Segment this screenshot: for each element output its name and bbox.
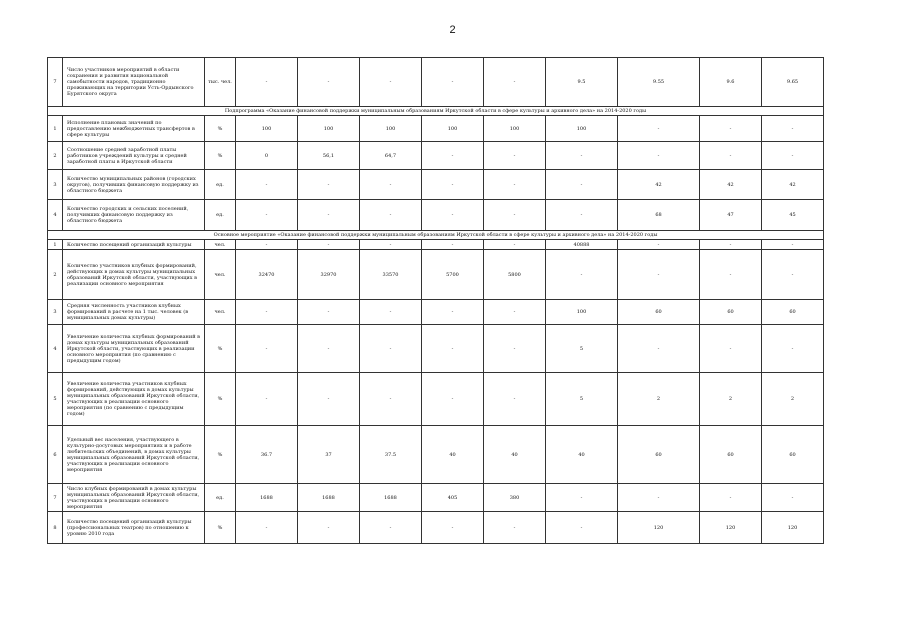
row-number: 6 — [48, 426, 63, 484]
value-cell: 68 — [618, 200, 700, 231]
unit: чел. — [205, 250, 236, 300]
value-cell: - — [236, 300, 298, 325]
indicator-name: Количество посещений организаций культуры (профессиональных театров) по отношению к уровню 2010 года — [63, 512, 205, 544]
value-cell: 60 — [700, 426, 762, 484]
value-cell: - — [360, 512, 422, 544]
value-cell: 9.6 — [700, 58, 762, 107]
row-number: 5 — [48, 373, 63, 426]
value-cell: 0 — [236, 142, 298, 170]
unit: % — [205, 116, 236, 142]
value-cell: 120 — [762, 512, 824, 544]
indicator-name: Исполнение плановых значений по предоставлению межбюджетных трансфертов в сфере культуры — [63, 116, 205, 142]
value-cell: 100 — [298, 116, 360, 142]
table-row — [48, 250, 824, 300]
value-cell: - — [422, 240, 484, 250]
value-cell: - — [762, 240, 824, 250]
row-number: 1 — [48, 240, 63, 250]
section-header-row — [48, 107, 824, 116]
value-cell: 380 — [484, 484, 546, 512]
indicator-name: Число участников мероприятий в области сохранения и развития национальной самобытности народов, традиционно проживающих на территории Усть-Ордынского Бурятского округа — [63, 58, 205, 107]
value-cell: - — [422, 58, 484, 107]
value-cell: - — [360, 58, 422, 107]
value-cell: 5 — [546, 373, 618, 426]
row-number: 2 — [48, 142, 63, 170]
value-cell: 32970 — [298, 250, 360, 300]
value-cell: 100 — [360, 116, 422, 142]
value-cell: 2 — [618, 373, 700, 426]
table-row — [48, 240, 824, 250]
value-cell: 2 — [700, 373, 762, 426]
unit: ед. — [205, 170, 236, 200]
value-cell: - — [236, 170, 298, 200]
indicator-name: Число клубных формирований в домах культуры муниципальных образований Иркутской области, участвующих в реализации основного мероприятия — [63, 484, 205, 512]
value-cell: - — [762, 250, 824, 300]
value-cell: - — [236, 200, 298, 231]
value-cell: - — [618, 142, 700, 170]
value-cell: - — [762, 484, 824, 512]
value-cell: 9.5 — [546, 58, 618, 107]
row-number: 4 — [48, 200, 63, 231]
value-cell: 60 — [618, 426, 700, 484]
value-cell: - — [422, 373, 484, 426]
value-cell: 100 — [546, 116, 618, 142]
value-cell: 60 — [618, 300, 700, 325]
value-cell: - — [422, 300, 484, 325]
unit: % — [205, 325, 236, 373]
row-number: 3 — [48, 170, 63, 200]
value-cell: - — [618, 250, 700, 300]
value-cell: 1688 — [236, 484, 298, 512]
table-row — [48, 373, 824, 426]
value-cell: - — [422, 325, 484, 373]
value-cell: - — [700, 116, 762, 142]
value-cell: - — [484, 58, 546, 107]
table-row — [48, 512, 824, 544]
value-cell: - — [298, 200, 360, 231]
section-header-row — [48, 231, 824, 240]
value-cell: - — [298, 240, 360, 250]
value-cell: 5700 — [422, 250, 484, 300]
table-row — [48, 142, 824, 170]
value-cell: - — [422, 512, 484, 544]
unit: ед. — [205, 484, 236, 512]
value-cell: 100 — [236, 116, 298, 142]
value-cell: - — [546, 484, 618, 512]
value-cell: 40888 — [546, 240, 618, 250]
unit: чел. — [205, 300, 236, 325]
value-cell: - — [700, 142, 762, 170]
value-cell: - — [298, 300, 360, 325]
value-cell: - — [360, 200, 422, 231]
indicator-name: Количество городских и сельских поселений, получивших финансовую поддержку из областного бюджета — [63, 200, 205, 231]
value-cell: - — [546, 170, 618, 200]
value-cell: - — [546, 200, 618, 231]
value-cell: - — [422, 170, 484, 200]
value-cell: - — [546, 512, 618, 544]
unit: ед. — [205, 200, 236, 231]
value-cell: - — [236, 373, 298, 426]
value-cell: 9.55 — [618, 58, 700, 107]
value-cell: - — [298, 512, 360, 544]
value-cell: - — [762, 325, 824, 373]
value-cell: - — [484, 142, 546, 170]
unit: % — [205, 512, 236, 544]
value-cell: 42 — [618, 170, 700, 200]
value-cell: 40 — [422, 426, 484, 484]
value-cell: - — [360, 373, 422, 426]
value-cell: 100 — [484, 116, 546, 142]
value-cell: - — [484, 512, 546, 544]
value-cell: 120 — [700, 512, 762, 544]
value-cell: 36.7 — [236, 426, 298, 484]
value-cell: 64,7 — [360, 142, 422, 170]
unit: % — [205, 142, 236, 170]
row-number: 2 — [48, 250, 63, 300]
value-cell: - — [618, 325, 700, 373]
indicator-name: Количество муниципальных районов (городских округов), получивших финансовую поддержку из областного бюджета — [63, 170, 205, 200]
table-row — [48, 200, 824, 231]
table-row — [48, 170, 824, 200]
row-number: 7 — [48, 484, 63, 512]
unit: чел. — [205, 240, 236, 250]
table-row — [48, 58, 824, 107]
value-cell: - — [700, 484, 762, 512]
value-cell: 40 — [484, 426, 546, 484]
value-cell: 5 — [546, 325, 618, 373]
indicator-name: Соотношение средней заработной платы работников учреждений культуры и средней заработной платы в Иркутской области — [63, 142, 205, 170]
indicator-name: Количество участников клубных формирований, действующих в домах культуры муниципальных образований Иркутской области, участвующих в реализации основного мероприятия — [63, 250, 205, 300]
row-number: 4 — [48, 325, 63, 373]
value-cell: 120 — [618, 512, 700, 544]
value-cell: 100 — [422, 116, 484, 142]
value-cell: 37.5 — [360, 426, 422, 484]
section-title: Основное мероприятие «Оказание финансовой поддержки муниципальным образованиям Иркутской области в сфере культуры и архивного дела» на 2014-2020 годы — [48, 231, 824, 240]
value-cell: 32470 — [236, 250, 298, 300]
value-cell: 47 — [700, 200, 762, 231]
value-cell: 5800 — [484, 250, 546, 300]
value-cell: - — [360, 240, 422, 250]
value-cell: - — [236, 512, 298, 544]
value-cell: 60 — [700, 300, 762, 325]
value-cell: 45 — [762, 200, 824, 231]
value-cell: 9.65 — [762, 58, 824, 107]
value-cell: - — [484, 300, 546, 325]
value-cell: - — [700, 250, 762, 300]
value-cell: 100 — [546, 300, 618, 325]
value-cell: - — [484, 200, 546, 231]
value-cell: 1688 — [298, 484, 360, 512]
unit: тыс. чел. — [205, 58, 236, 107]
value-cell: - — [762, 142, 824, 170]
value-cell: 40 — [546, 426, 618, 484]
value-cell: - — [618, 240, 700, 250]
value-cell: 33570 — [360, 250, 422, 300]
value-cell: 1688 — [360, 484, 422, 512]
value-cell: - — [546, 250, 618, 300]
value-cell: - — [484, 325, 546, 373]
value-cell: 42 — [762, 170, 824, 200]
value-cell: 2 — [762, 373, 824, 426]
value-cell: - — [618, 484, 700, 512]
value-cell: - — [700, 240, 762, 250]
value-cell: 56,1 — [298, 142, 360, 170]
unit: % — [205, 426, 236, 484]
value-cell: - — [360, 170, 422, 200]
page-number: 2 — [449, 24, 456, 36]
row-number: 7 — [48, 58, 63, 107]
row-number: 3 — [48, 300, 63, 325]
table-row — [48, 300, 824, 325]
row-number: 1 — [48, 116, 63, 142]
value-cell: - — [298, 58, 360, 107]
value-cell: - — [700, 325, 762, 373]
section-title: Подпрограмма «Оказание финансовой поддержки муниципальным образованиям Иркутской области в сфере культуры и архивного дела» на 2014-2020 годы — [48, 107, 824, 116]
indicator-name: Удельный вес населения, участвующего в культурно-досуговых мероприятиях и в работе любительских объединений, в домах культуры муниципальных образований Иркутской области, участвующих в реализации основного мероприятия — [63, 426, 205, 484]
value-cell: - — [298, 373, 360, 426]
value-cell: - — [298, 170, 360, 200]
table-row — [48, 325, 824, 373]
indicator-name: Увеличение количества участников клубных формирований, действующих в домах культуры муниципальных образований Иркутской области, участвующих в реализации основного мероприятия (по сравнению с предыдущим годом) — [63, 373, 205, 426]
table-row — [48, 484, 824, 512]
value-cell: - — [762, 116, 824, 142]
indicator-name: Увеличение количества клубных формирований в домах культуры муниципальных образований Иркутской области, участвующих в реализации основного мероприятия (по сравнению с предыдущим годом) — [63, 325, 205, 373]
value-cell: - — [236, 325, 298, 373]
value-cell: - — [484, 240, 546, 250]
value-cell: - — [298, 325, 360, 373]
value-cell: 37 — [298, 426, 360, 484]
value-cell: - — [236, 58, 298, 107]
value-cell: 60 — [762, 426, 824, 484]
indicator-name: Средняя численность участников клубных формирований в расчете на 1 тыс. человек (в муниципальных домах культуры) — [63, 300, 205, 325]
indicator-name: Количество посещений организаций культуры — [63, 240, 205, 250]
value-cell: - — [422, 142, 484, 170]
value-cell: 42 — [700, 170, 762, 200]
value-cell: - — [618, 116, 700, 142]
value-cell: - — [422, 200, 484, 231]
value-cell: - — [236, 240, 298, 250]
table-row — [48, 426, 824, 484]
value-cell: - — [360, 300, 422, 325]
table-row — [48, 116, 824, 142]
indicator-table — [47, 57, 824, 544]
value-cell: 405 — [422, 484, 484, 512]
value-cell: 60 — [762, 300, 824, 325]
value-cell: - — [546, 142, 618, 170]
unit: % — [205, 373, 236, 426]
value-cell: - — [484, 373, 546, 426]
value-cell: - — [360, 325, 422, 373]
row-number: 8 — [48, 512, 63, 544]
value-cell: - — [484, 170, 546, 200]
